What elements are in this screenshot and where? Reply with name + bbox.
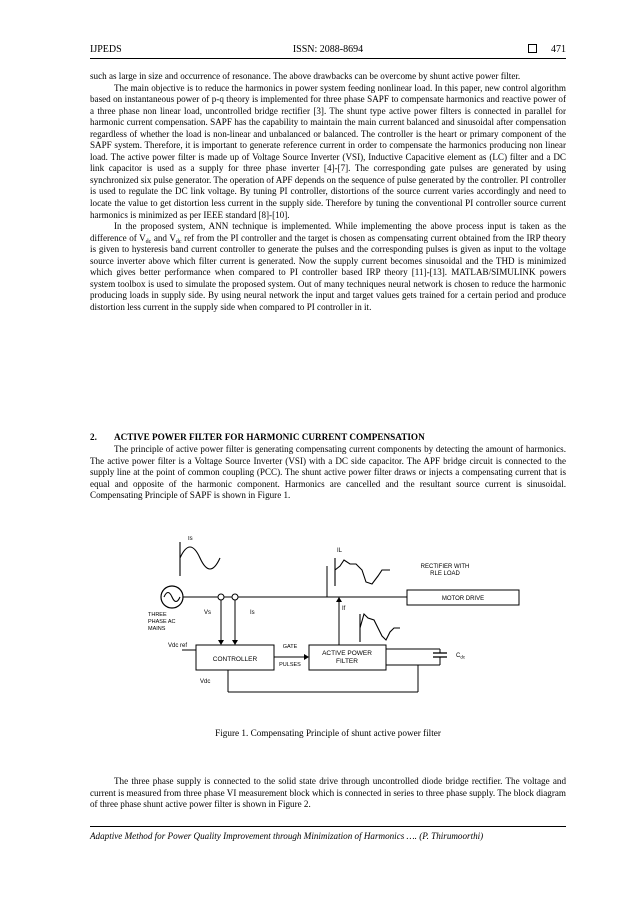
- figure-1-caption: Figure 1. Compensating Principle of shunt active power filter: [215, 728, 441, 738]
- journal-name: IJPEDS: [90, 44, 122, 55]
- is-node: [232, 594, 238, 600]
- gate-arrow-icon: [304, 654, 309, 660]
- page-header: [90, 44, 566, 59]
- if-label: If: [342, 606, 346, 612]
- sapf-circuit-diagram: [120, 536, 520, 696]
- square-bullet-icon: [528, 44, 537, 53]
- filter-current-waveform: [360, 614, 400, 642]
- paragraph-5: The three phase supply is connected to the solid state drive through uncontrolled diode bridge rectifier. The voltage and current is measured from three phase VI measurement block which is connected in series to three phase supply. The block diagram of three phase shunt active power filter is shown in Figure 2.: [90, 776, 566, 810]
- apf-label-2: FILTER: [336, 658, 358, 665]
- figure-1-diagram: [120, 536, 520, 696]
- rectifier-label-2: RLE LOAD: [430, 571, 460, 577]
- vs-label: Vs: [204, 610, 212, 616]
- paragraph-4: The principle of active power filter is generating compensating current components by detecting the amount of harmonics. The active power filter is a Voltage Source Inverter (VSI) with a DC side capacitor. The APF bridge circuit is connected to the supply line at the point of common coupling (PCC). The shunt active power filter draws or injects a compensating current that is equal and opposite of the harmonic component. Harmonics are cancelled and the resultant source current is sinusoidal. Compensating Principle of SAPF is shown in Figure 1.: [90, 444, 566, 501]
- load-current-waveform: [335, 558, 390, 586]
- section-title: ACTIVE POWER FILTER FOR HARMONIC CURRENT COMPENSATION: [114, 432, 425, 442]
- is-arrow-icon: [232, 640, 238, 645]
- vdc-ref-label: Vdc ref: [168, 643, 188, 649]
- intro-text-block: [90, 71, 566, 313]
- motor-drive-label: MOTOR DRIVE: [441, 596, 485, 602]
- vs-arrow-icon: [218, 640, 224, 645]
- issn: ISSN: 2088-8694: [292, 44, 364, 55]
- vdc-label: Vdc: [200, 679, 211, 685]
- page-number: 471: [551, 44, 566, 55]
- paragraph-1: such as large in size and occurrence of resonance. The above drawbacks can be overcome by shunt active power filter.: [90, 71, 521, 81]
- pulses-label: PULSES: [279, 662, 301, 668]
- ac-sine-icon: [164, 593, 180, 602]
- paragraph-3: In the proposed system, ANN technique is implemented. While implementing the above process input is taken as the difference of $V_{dc}$ and $V_{dc}$ ref from the PI controller and the target is chosen as compensating current obtained from the IRP theory is given to hysteresis band current controller to generate the pulses and the corresponding pulses is given as input to the voltage source inverter above which filter current is generated. Now the supply current becomes sinusoidal and the THD is minimized which gives better performance when compared to PI controller based IRP theory [11]-[13]. MATLAB/SIMULINK powers system toolbox is used to simulate the proposed system. Out of many techniques neural network is chosen to reduce the harmonic producing loads in supply side. By using neural network the input and target values gets trained for a certain period and produce distortion less current in the supply side when compared to PI controller in it.: [90, 221, 566, 312]
- cdc-label: $C_{dc}$: [456, 653, 466, 660]
- mains-label: MAINS: [148, 626, 166, 632]
- il-label: IL: [337, 548, 343, 554]
- is-top-label: Is: [188, 536, 193, 542]
- page-number-area: [528, 44, 566, 55]
- closing-text-block: [90, 776, 566, 811]
- section-number: 2.: [90, 432, 97, 442]
- paragraph-2: The main objective is to reduce the harmonics in power system feeding nonlinear load. In this paper, new control algorithm based on instantaneous power of p-q theory is implemented for three phase SAPF to compensate harmonics and reactive power of a three phase non linear load, uncontrolled bridge rectifier [3]. The shunt type active power filters is connected in parallel for harmonic current compensation. SAPF has the capability to maintain the main current balanced and sinusoidal after compensation regardless of whether the load is non-linear and unbalanced or balanced. The controller is the heart or primary component of the SAPF system. Therefore, it is important to generate reference current in order to compensate the harmonics producing non linear load. The active power filter is made up of Voltage Source Inverter (VSI), Inductive Capacitive element as (LC) filter and a DC link capacitor is used as a supply for three phase inverter [4]-[7]. The corresponding gate pulses are generated by using synchronized six pulse generator. The operation of APF depends on the sequence of pulse generated by the controller. PI controller is used to regulate the DC link voltage. By tuning PI controller, distortions of the source current varies accordingly and need to locate the value to get distortion less current in the supply side. Therefore by tuning the conventional PI controller source current harmonics is minimized as per IEEE standard [8]-[10].: [90, 82, 566, 220]
- gate-label: GATE: [282, 644, 298, 650]
- section-text-block: [90, 444, 566, 502]
- apf-label-1: ACTIVE POWER: [322, 650, 372, 657]
- controller-label: CONTROLLER: [212, 656, 258, 663]
- section-heading: [90, 432, 566, 442]
- vs-node: [218, 594, 224, 600]
- is-mid-label: Is: [250, 610, 255, 616]
- source-current-waveform: [180, 542, 220, 576]
- phase-ac-label: PHASE AC: [148, 619, 176, 625]
- page-footer: Adaptive Method for Power Quality Improvement through Minimization of Harmonics …. (P. Thirumoorthi): [90, 826, 566, 841]
- if-arrow-icon: [336, 597, 342, 602]
- three-label: THREE: [148, 612, 167, 618]
- rectifier-label-1: RECTIFIER WITH: [420, 564, 470, 570]
